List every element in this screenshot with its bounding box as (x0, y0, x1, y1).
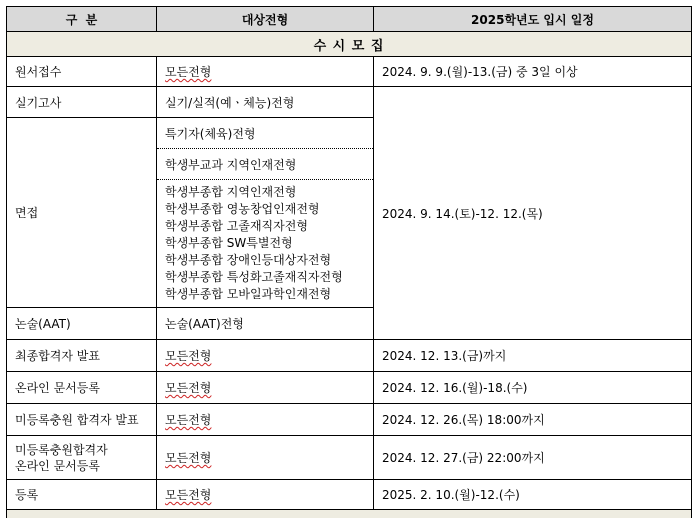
list-item: 학생부종합 모바일과학인재전형 (165, 287, 332, 301)
row-target-interview-3 (157, 180, 374, 308)
row-target-interview-1: 특기자(체육)전형 (157, 118, 374, 149)
list-item: 학생부종합 고졸재직자전형 (165, 219, 308, 233)
row-schedule-application: 2024. 9. 9.(월)-13.(금) 중 3일 이상 (374, 57, 692, 87)
row-target-practical: 실기/실적(예ㆍ체능)전형 (157, 87, 374, 118)
list-item: 학생부종합 장애인등대상자전형 (165, 253, 332, 267)
row-target-essay: 논술(AAT)전형 (157, 308, 374, 340)
section-title: 수 시 모 집 (7, 32, 692, 57)
row-target-final-announce: 모든전형 (157, 340, 374, 372)
row-schedule-interview: 2024. 9. 14.(토)-12. 12.(목) (374, 87, 692, 340)
row-schedule-additional-docs: 2024. 12. 27.(금) 22:00까지 (374, 436, 692, 480)
row-target-additional-announce: 모든전형 (157, 404, 374, 436)
row-label-essay: 논술(AAT) (7, 308, 157, 340)
row-label-practical: 실기고사 (7, 87, 157, 118)
row-target-application: 모든전형 (157, 57, 374, 87)
row-target-online-docs: 모든전형 (157, 372, 374, 404)
table-footer-row (7, 510, 692, 519)
section-row (7, 32, 692, 57)
row-target-interview-2: 학생부교과 지역인재전형 (157, 149, 374, 180)
row-schedule-final-announce: 2024. 12. 13.(금)까지 (374, 340, 692, 372)
row-target-registration: 모든전형 (157, 480, 374, 510)
list-item: 학생부종합 SW특별전형 (165, 236, 293, 250)
table-header-row (7, 7, 692, 32)
row-label-final-announce: 최종합격자 발표 (7, 340, 157, 372)
table-row (7, 480, 692, 510)
row-label-online-docs: 온라인 문서등록 (7, 372, 157, 404)
list-item: 학생부종합 특성화고졸재직자전형 (165, 270, 343, 284)
table-row (7, 404, 692, 436)
row-target-additional-docs: 모든전형 (157, 436, 374, 480)
row-label-additional-announce: 미등록충원 합격자 발표 (7, 404, 157, 436)
row-label-registration: 등록 (7, 480, 157, 510)
header-schedule: 2025학년도 입시 일정 (374, 7, 692, 32)
row-schedule-additional-announce: 2024. 12. 26.(목) 18:00까지 (374, 404, 692, 436)
list-item: 학생부종합 영농창업인재전형 (165, 202, 320, 216)
row-label-interview: 면접 (7, 118, 157, 308)
footer-band (7, 510, 692, 519)
table-row (7, 87, 692, 118)
header-category: 구 분 (7, 7, 157, 32)
row-schedule-online-docs: 2024. 12. 16.(월)-18.(수) (374, 372, 692, 404)
table-row (7, 372, 692, 404)
header-target: 대상전형 (157, 7, 374, 32)
row-label-application: 원서접수 (7, 57, 157, 87)
table-row (7, 57, 692, 87)
table-row (7, 340, 692, 372)
row-schedule-registration: 2025. 2. 10.(월)-12.(수) (374, 480, 692, 510)
table-row (7, 436, 692, 480)
list-item: 학생부종합 지역인재전형 (165, 185, 297, 199)
admission-schedule-table (6, 6, 692, 518)
row-label-additional-docs: 미등록충원합격자 온라인 문서등록 (7, 436, 157, 480)
